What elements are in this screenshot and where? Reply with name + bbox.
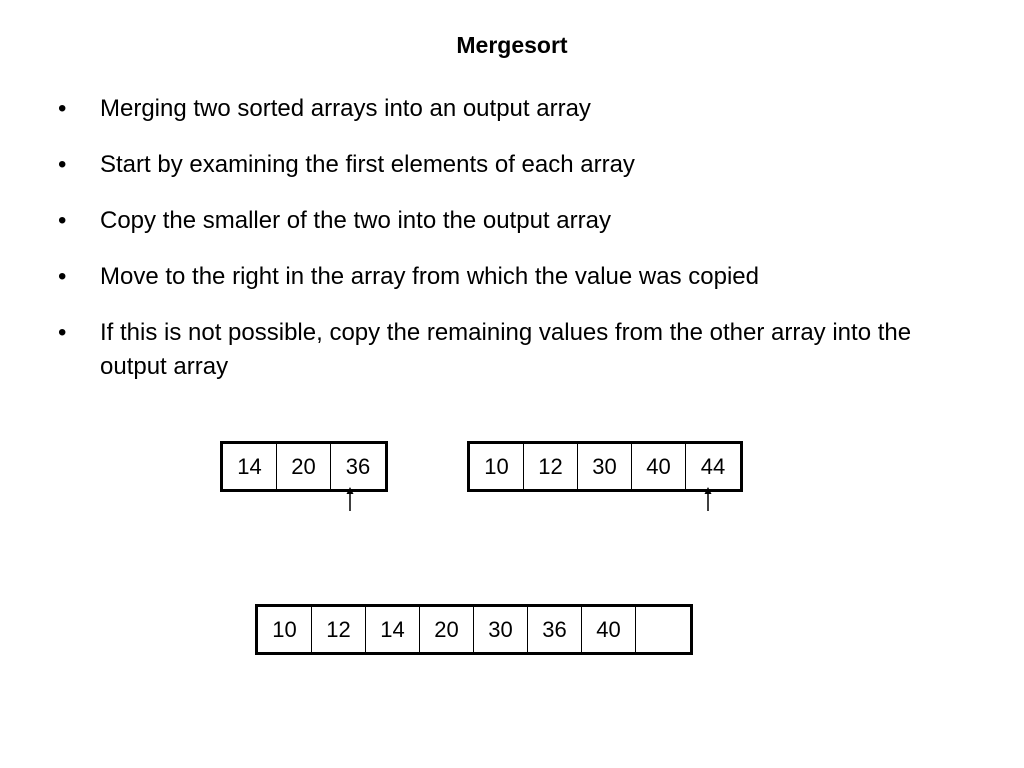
array-cell: 20 bbox=[277, 444, 331, 489]
up-arrow-icon bbox=[344, 487, 356, 511]
bullet-item bbox=[58, 148, 978, 182]
array-cell: 12 bbox=[312, 607, 366, 652]
bullet-text: Move to the right in the array from which the value was copied bbox=[100, 263, 759, 290]
bullet-text: If this is not possible, copy the remaining values from the other array into the output array bbox=[100, 319, 912, 380]
array-cell: 30 bbox=[578, 444, 632, 489]
array-cell: 20 bbox=[420, 607, 474, 652]
output-array bbox=[255, 604, 693, 655]
left-input-array bbox=[220, 441, 388, 492]
array-cell: 10 bbox=[258, 607, 312, 652]
bullet-item bbox=[58, 316, 978, 384]
bullet-marker: • bbox=[58, 95, 67, 122]
array-cell: 10 bbox=[470, 444, 524, 489]
bullet-item bbox=[58, 204, 978, 238]
array-cell: 14 bbox=[223, 444, 277, 489]
bullet-item bbox=[58, 260, 978, 294]
array-cell: 12 bbox=[524, 444, 578, 489]
bullet-marker: • bbox=[58, 263, 67, 290]
bullet-text: Copy the smaller of the two into the output array bbox=[100, 207, 611, 234]
bullet-text: Start by examining the first elements of each array bbox=[100, 151, 635, 178]
array-cell: 44 bbox=[700, 454, 726, 479]
array-cell: 30 bbox=[474, 607, 528, 652]
array-cell: 36 bbox=[345, 454, 371, 479]
array-cell: 40 bbox=[582, 607, 636, 652]
bullet-marker: • bbox=[58, 151, 67, 178]
bullet-marker: • bbox=[58, 319, 67, 346]
array-cell: 14 bbox=[366, 607, 420, 652]
array-cell: 40 bbox=[632, 444, 686, 489]
bullet-text: Merging two sorted arrays into an output array bbox=[100, 95, 591, 122]
bullet-marker: • bbox=[58, 207, 67, 234]
right-input-array bbox=[467, 441, 743, 492]
bullet-item bbox=[58, 92, 978, 126]
up-arrow-icon bbox=[702, 487, 714, 511]
array-cell: 36 bbox=[528, 607, 582, 652]
array-cell-empty bbox=[636, 607, 690, 652]
bullet-list bbox=[58, 92, 978, 406]
slide-title: Mergesort bbox=[456, 32, 568, 58]
